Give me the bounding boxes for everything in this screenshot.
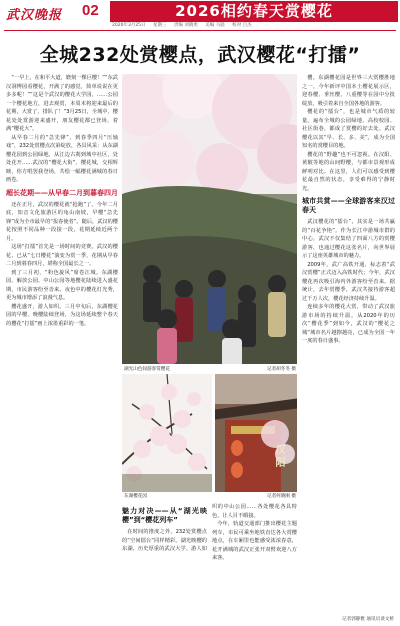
article-column-1 xyxy=(6,74,118,622)
paragraph: 2009年，武广高铁开通，标志着“武汉赏樱”正式迈入高铁时代；今年，武汉樱花再次吸引海内外游客纷至沓来。据统计，去年赏樱季，武汉共接待游客超过千万人次，樱花经济持续升温。 xyxy=(302,261,395,302)
photo-2-caption: 东湖樱花园 xyxy=(124,494,147,499)
photo-branches-image xyxy=(122,374,212,492)
page-headline: 全城232处赏樱点，武汉樱花“打擂” xyxy=(39,44,361,66)
paragraph: 今年，轨道交通部门推出樱花主题列车，市民可乘坐地铁直达各大赏樱地点，在车厢里也能感受浓浓春意，花开满城的武汉正张开双臂欢迎八方来客。 xyxy=(212,521,297,561)
paragraph: 樱花盛开，游人如织。三月中旬后，东湖樱花园的早樱、晚樱陆续登场，为这场延续整个春天的樱花“打擂”画上浓墨重彩的一笔。 xyxy=(6,303,118,327)
issue-meta xyxy=(112,22,398,28)
paragraph: 从早春二月的“急先锋”，到春季四月“压轴戏”，232处赏樱点次第绽放，各具风采：从东湖樱花园到公园绿地，从江边古刹到城中社区，处处花开……武汉的“樱花大街”、樱花城，交相辉映，你方唱罢我登场，共绘一幅樱花满城的春日画卷。 xyxy=(6,134,118,183)
photo-1-caption: 湖光山色间游客赏樱花 xyxy=(124,367,170,372)
article-byline: 记者郭静雅 通讯员谈文桥 xyxy=(342,617,394,622)
issue-date: 2026年3月25日 xyxy=(112,23,146,28)
paragraph: 到了三月初，“粉色旋风”席卷江城。东湖樱园、解放公园、中山公园等地樱花陆续进入盛花期，市民游客纷至沓来。夜色中的樱花灯光秀，更为城市增添了浪漫气息。 xyxy=(6,269,118,301)
article-column-3 xyxy=(122,503,297,619)
paragraph: 连续多年的樱花大赏，带动了武汉旅游市场的持续升温。从2020年的历次“樱花季”到如今，武汉的“樱花之城”城市名片越擦越亮，已成为全国一年一度的春日盛事。 xyxy=(302,304,395,344)
photo-crowd-blossoms xyxy=(122,74,297,364)
photo-blossom-branches xyxy=(122,374,212,492)
masthead xyxy=(0,0,400,30)
paragraph: 樱花的“野趣”也不可忽视。在汉阳、黄陂等地的山间野樱，与都市景观形成鲜明对比。在这里，人们可以感受到樱花最自然的状态，享受难得的宁静时光。 xyxy=(302,151,395,192)
photo-crowd-image xyxy=(122,74,297,364)
paragraph: “一早上，在和平大道，磨刻一棵巨樱！”“东武汉洞博园看樱花，开满了的感觉，简单说说在更多多呢！”“这是个武汉的樱花大学园，……公园一个樱花地方，进去观赏，本周末将迎来最后的花期，大赏了，排队了！”3月25日，全城中，樱花处处赏游迎来盛开，朋友樱花都已登场，着满“樱花大”。 xyxy=(6,75,118,132)
section-banner: 2026相约春天赏樱花 xyxy=(110,1,398,22)
paragraph: 樱。东湖樱花园是世界三大赏樱胜地之一，今年新评中国本土樱花展示区，迎春樱、垂丝樱、八重樱等在园中分批绽放，吸引着来自全国各地的游客。 xyxy=(302,75,395,107)
designer-credit: 美编 马骁 xyxy=(205,23,225,28)
photo-pagoda-image xyxy=(215,374,297,492)
photo-pagoda xyxy=(215,374,297,492)
photo-2-credit: 记者何晓刚 摄 xyxy=(266,494,296,499)
page-number: 02 xyxy=(82,2,99,19)
photo-1-credit: 记者胡冬冬 摄 xyxy=(266,367,296,372)
section-subhead: 城市共赏——全球游客来汉过春天 xyxy=(302,197,395,214)
paragraph: 樱花的“擂台”，也是城市气质的较量。遍布全城的公园绿地、高校校园、社区街巷，都成了赏樱的好去处。武汉樱花以其“早、长、多、美”，成为全国知名的赏樱目的地。 xyxy=(302,109,395,149)
section-subhead: 魅力对决——从“湖光映樱”到“樱花列车” xyxy=(122,507,207,524)
article-column-2 xyxy=(302,74,395,622)
paragraph: 这场“打擂”首先是一场时间的竞赛。武汉的樱花，已从“七日樱花”演变为赏一季，花期从早春二月到暮春四月，堪称全国最长之一。 xyxy=(6,244,118,267)
paragraph: 在时间的推度之外，232处赏樱点的“空间擂台”同样精彩。湖光映樱的东湖、历史厚重的武汉大学、游人如织的中山公园……各处樱花各具特色，让人目不暇接。 xyxy=(122,504,297,552)
photo-vertical-label: 汉阳 xyxy=(273,444,284,470)
editor-credit: 责编 刘晓勇 xyxy=(173,23,198,28)
newspaper-logo: 武汉晚报 xyxy=(6,8,63,23)
paragraph: 武汉樱花的“擂台”，其实是一场共赢的“百花争艳”。作为长江中游城市群的中心，武汉不仅集结了四面八方的赏樱游客，也通过樱花这张名片，向世界展示了这座英雄城市的魅力。 xyxy=(302,219,395,259)
header-rule xyxy=(4,30,396,31)
section-subhead: 超长花期——从早春二月到暮春四月 xyxy=(6,188,118,197)
issue-weekday: 星期三 xyxy=(152,23,167,28)
proofreader-credit: 校对 吕杰 xyxy=(232,23,252,28)
paragraph: 还在正月，武汉的樱花就“抢跑”了。今年二月底，知音文化旅游区的龟山南坡，早樱“急先锋”成为全市最早的“报春使者”。随后，武汉的樱花按照不同品种一段接一段，花期延续近两个月。 xyxy=(6,201,118,242)
